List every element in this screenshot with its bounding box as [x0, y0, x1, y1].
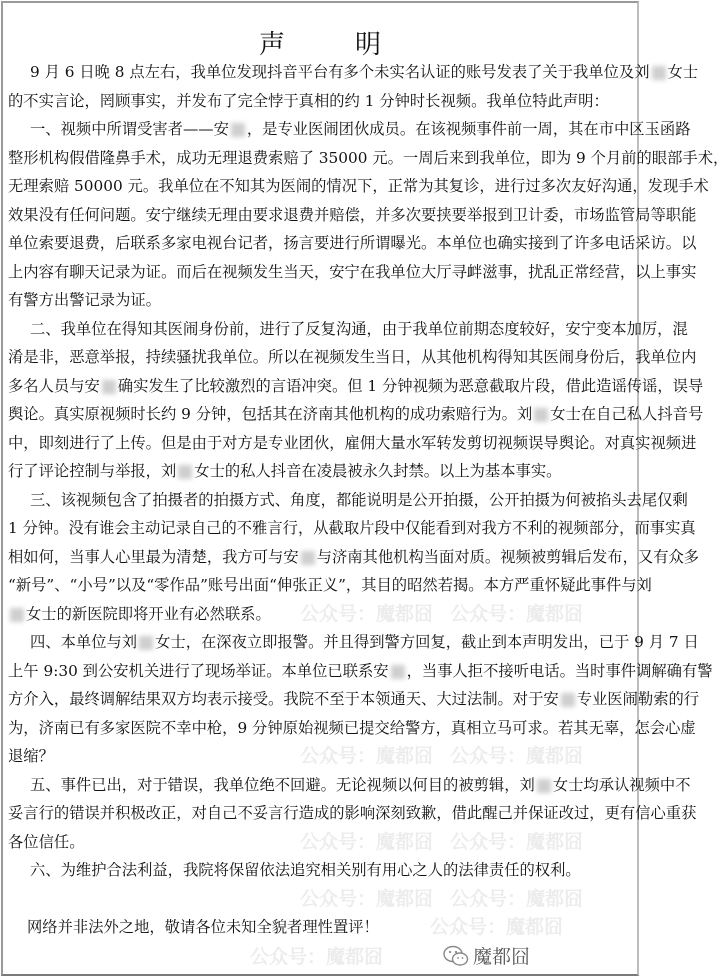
- paragraph: [8, 486, 700, 629]
- text-line: 女士的新医院即将开业有必然联系。: [8, 600, 632, 629]
- watermark-text: 公众号：魔都囧: [450, 831, 584, 853]
- watermark-text: 公众号：魔都囧: [430, 916, 564, 938]
- paragraph: [8, 58, 699, 115]
- text-line: 有警方出警记录为证。: [8, 291, 161, 309]
- text-line: 单位索要退费，后联系多家电视台记者，扬言要进行所谓曝光。本单位也确实接到了许多电话采访。以: [8, 234, 697, 252]
- document-body: [8, 58, 728, 942]
- redacted-name: [231, 123, 245, 137]
- spacer: [8, 885, 632, 914]
- text-line: 无理索赔 50000 元。我单位在不知其为医闹的情况下，正常为其复诊，进行过多次友好沟通，发现手术: [8, 177, 709, 195]
- text-line: 六、为维护合法利益，我院将保留依法追究相关别有用心之人的法律责任的权利。: [30, 861, 581, 879]
- text-line: 五、事件已出，对于错误，我单位绝不回避。无论视频以何目的被剪辑，刘 女士均承认视频中不: [30, 775, 691, 794]
- paragraph: [8, 115, 728, 315]
- text-line: 相如何，当事人心里最为清楚，我方可与安 与济南其他机构当面对质。视频被剪辑后发布，又有众多: [8, 547, 700, 566]
- watermark-text: 公众号：魔都囧: [300, 831, 434, 853]
- closing-statement: 网络并非法外之地，敬请各位未知全貌者理性置评！: [27, 918, 379, 936]
- paragraph: [8, 315, 704, 486]
- watermark-text: 公众号：魔都囧: [450, 888, 584, 910]
- redacted-name: [652, 66, 666, 80]
- redacted-name: [139, 636, 153, 650]
- text-line: 淆是非，恶意举报，持续骚扰我单位。所以在视频发生当日，从其他机构得知其医闹身份后，我单位内: [8, 348, 697, 366]
- text-line: 效果没有任何问题。安宁继续无理由要求退费并赔偿，并多次要挟要举报到卫计委，市场监管局等职能: [8, 205, 697, 224]
- watermark-text: 公众号：魔都囧: [300, 603, 434, 625]
- redacted-name: [178, 465, 192, 479]
- document-title: 声 明: [258, 30, 403, 60]
- text-line: 各位信任。: [8, 832, 85, 851]
- account-logo: [442, 942, 530, 969]
- text-line: 舆论。真实原视频时长约 9 分钟，包括其在济南其他机构的成功索赔行为。刘 女士在自己私人抖音号: [8, 405, 704, 423]
- text-line: 整形机构假借隆鼻手术，成功无理退费索赔了 35000 元。一周后来到我单位，即为 9 个月前的眼部手术，: [8, 148, 728, 167]
- watermark-text: 公众号：魔都囧: [250, 946, 384, 968]
- redacted-name: [391, 665, 405, 679]
- text-line: 四、本单位与刘 女士，在深夜立即报警。并且得到警方回复，截止到本声明发出，已于 9 月 7 日: [30, 633, 699, 651]
- text-line: 方介入，最终调解结果双方均表示接受。我院不至于本领通天、大过法制。对于安 专业医闹勒索的行: [8, 690, 700, 708]
- watermark-text: 公众号：魔都囧: [300, 888, 434, 910]
- text-line: 二、我单位在得知其医闹身份前，进行了反复沟通，由于我单位前期态度较好，安宁变本加厉，混: [30, 319, 688, 338]
- watermark-text: 公众号：魔都囧: [450, 603, 584, 625]
- text-line: 上午 9:30 到公安机关进行了现场举证。本单位已联系安 ，当事人拒不接听电话。当时事件调解确有警: [8, 661, 713, 680]
- text-line: 上内容有聊天记录为证。而后在视频发生当天，安宁在我单位大厅寻衅滋事，扰乱正常经营，以上事实: [8, 262, 697, 281]
- text-line: 中，即刻进行了上传。但是由于对方是专业团伙，雇佣大量水军转发剪切视频误导舆论。对真实视频进: [8, 433, 697, 452]
- logo-text: 魔都囧: [473, 946, 531, 968]
- paragraph: [8, 771, 697, 857]
- text-line: 9 月 6 日晚 8 点左右，我单位发现抖音平台有多个未实名认证的账号发表了关于我单位及刘 女士: [30, 63, 699, 81]
- text-line: 行了评论控制与举报，刘 女士的私人抖音在凌晨被永久封禁。以上为基本事实。: [8, 462, 562, 480]
- watermark-text: 公众号：魔都囧: [450, 745, 584, 767]
- text-line: 退缩？: [8, 747, 54, 765]
- redacted-name: [10, 608, 24, 622]
- wechat-icon: [442, 944, 470, 968]
- redacted-name: [561, 693, 575, 707]
- text-line: 为，济南已有多家医院不幸中枪，9 分钟原始视频已提交给警方，真相立马可求。若其无辜，怎会心虚: [8, 718, 696, 737]
- text-line: 多名人员与安 确实发生了比较激烈的言语冲突。但 1 分钟视频为恶意截取片段，借此造谣传谣，误导: [8, 376, 704, 395]
- text-line: 1 分钟。没有谁会主动记录自己的不雅言行，从截取片段中仅能看到对我方不利的视频部分，而事实真: [8, 519, 696, 537]
- text-line: 三、该视频包含了拍摄者的拍摄方式、角度，都能说明是公开拍摄，公开拍摄为何被掐头去尾仅剩: [30, 490, 688, 509]
- text-line: “新号”、“小号”以及“零作品”账号出面“伸张正义”，其目的昭然若揭。本方严重怀疑此事件与刘: [8, 576, 652, 594]
- paragraph: [8, 628, 713, 771]
- watermark-text: 公众号：魔都囧: [300, 745, 434, 767]
- redacted-name: [301, 551, 315, 565]
- redacted-name: [537, 779, 551, 793]
- text-line: 妥言行的错误并积极改正，对自己不妥言行造成的影响深刻致歉，借此醒己并保证改过，更有信心重获: [8, 804, 697, 822]
- redacted-name: [102, 380, 116, 394]
- paragraph: [8, 856, 632, 885]
- redacted-name: [534, 408, 548, 422]
- text-line: 一、视频中所谓受害者——安 ，是专业医闹团伙成员。在该视频事件前一周，其在市中区玉函路: [30, 120, 691, 138]
- text-line: 的不实言论，罔顾事实，并发布了完全悖于真相的约 1 分钟时长视频。我单位特此声明：: [8, 91, 609, 110]
